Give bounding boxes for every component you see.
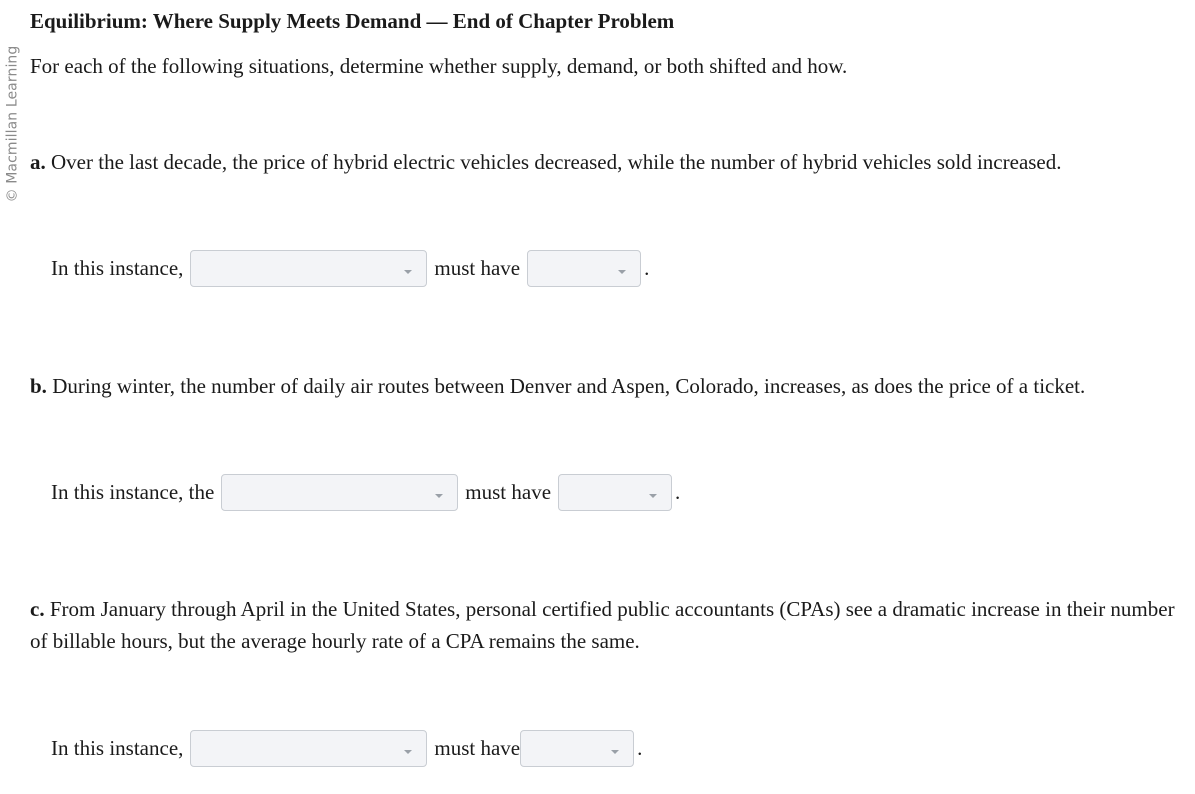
question-c xyxy=(30,593,1190,657)
question-b xyxy=(30,370,1190,402)
answer-c-shifted-curve-dropdown[interactable] xyxy=(190,730,427,767)
answer-a-shifted-curve-dropdown[interactable] xyxy=(190,250,427,287)
question-b-text: During winter, the number of daily air routes between Denver and Aspen, Colorado, increases, as does the price of a ticket. xyxy=(52,374,1086,398)
chevron-down-icon xyxy=(404,270,412,274)
question-c-letter: c. xyxy=(30,597,45,621)
question-a-letter: a. xyxy=(30,150,46,174)
answer-line-a xyxy=(51,249,649,287)
answer-a-prefix: In this instance, xyxy=(51,255,184,280)
chevron-down-icon xyxy=(618,270,626,274)
copyright-watermark xyxy=(2,36,22,212)
question-a xyxy=(30,146,1190,178)
answer-line-c xyxy=(51,729,642,767)
answer-b-shifted-curve-dropdown[interactable] xyxy=(221,474,458,511)
answer-c-direction-dropdown[interactable] xyxy=(520,730,634,767)
answer-a-suffix: . xyxy=(644,255,650,280)
answer-c-middle: must have xyxy=(434,735,521,760)
chevron-down-icon xyxy=(404,750,412,754)
answer-line-b xyxy=(51,473,680,511)
watermark-text: © Macmillan Learning xyxy=(4,45,21,203)
answer-b-prefix: In this instance, the xyxy=(51,479,215,504)
answer-b-middle: must have xyxy=(465,479,552,504)
chevron-down-icon xyxy=(649,494,657,498)
answer-b-suffix: . xyxy=(675,479,681,504)
question-a-text: Over the last decade, the price of hybrid electric vehicles decreased, while the number of hybrid vehicles sold increased. xyxy=(51,150,1062,174)
answer-b-direction-dropdown[interactable] xyxy=(558,474,672,511)
answer-a-direction-dropdown[interactable] xyxy=(527,250,641,287)
answer-c-suffix: . xyxy=(637,735,643,760)
answer-c-prefix: In this instance, xyxy=(51,735,184,760)
page-title: Equilibrium: Where Supply Meets Demand — End of Chapter Problem xyxy=(30,9,675,33)
chevron-down-icon xyxy=(435,494,443,498)
question-c-text: From January through April in the United States, personal certified public accountants (CPAs) see a dramatic increase in their number of billable hours, but the average hourly rate of a CPA remains the same. xyxy=(30,597,1175,653)
chevron-down-icon xyxy=(611,750,619,754)
answer-a-middle: must have xyxy=(434,255,521,280)
question-b-letter: b. xyxy=(30,374,47,398)
instructions: For each of the following situations, determine whether supply, demand, or both shifted and how. xyxy=(30,54,848,78)
